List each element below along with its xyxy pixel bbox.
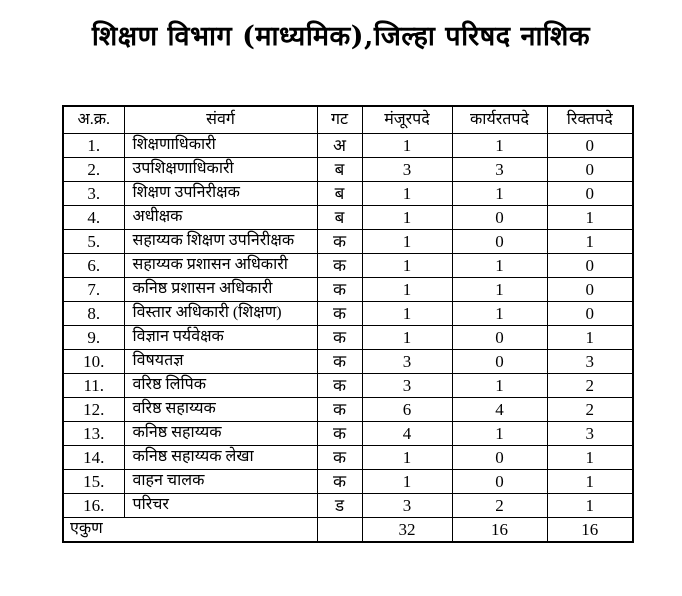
working-cell: 1 (452, 182, 547, 206)
sr-cell: 5. (63, 230, 124, 254)
group-cell: क (317, 398, 362, 422)
vacant-cell: 1 (547, 446, 633, 470)
vacant-cell: 0 (547, 254, 633, 278)
sanctioned-cell: 1 (362, 230, 452, 254)
sr-cell: 7. (63, 278, 124, 302)
cadre-cell: विज्ञान पर्यवेक्षक (124, 326, 317, 350)
vacant-cell: 2 (547, 398, 633, 422)
vacant-cell: 1 (547, 326, 633, 350)
sanctioned-cell: 1 (362, 278, 452, 302)
working-cell: 0 (452, 350, 547, 374)
sr-cell: 9. (63, 326, 124, 350)
working-cell: 1 (452, 302, 547, 326)
table-row (63, 494, 633, 518)
sanctioned-cell: 1 (362, 446, 452, 470)
cadre-cell: वरिष्ठ लिपिक (124, 374, 317, 398)
vacant-cell: 1 (547, 470, 633, 494)
sr-cell: 1. (63, 134, 124, 158)
total-row (63, 518, 633, 543)
table-row (63, 374, 633, 398)
total-sanctioned-cell: 32 (362, 518, 452, 543)
vacant-cell: 3 (547, 350, 633, 374)
sanctioned-cell: 4 (362, 422, 452, 446)
column-header-working: कार्यरतपदे (452, 106, 547, 134)
table-row (63, 254, 633, 278)
group-cell: क (317, 446, 362, 470)
table-row (63, 278, 633, 302)
working-cell: 0 (452, 206, 547, 230)
group-cell: क (317, 254, 362, 278)
vacant-cell: 0 (547, 158, 633, 182)
cadre-cell: वाहन चालक (124, 470, 317, 494)
page-title: शिक्षण विभाग (माध्यमिक),जिल्हा परिषद नाशिक (91, 21, 591, 52)
group-cell: क (317, 230, 362, 254)
group-cell: क (317, 278, 362, 302)
table-row (63, 422, 633, 446)
header-row (63, 106, 633, 134)
column-header-vacant: रिक्तपदे (547, 106, 633, 134)
total-group-cell (317, 518, 362, 543)
group-cell: क (317, 326, 362, 350)
table-row (63, 134, 633, 158)
table-row (63, 326, 633, 350)
sanctioned-cell: 6 (362, 398, 452, 422)
vacant-cell: 1 (547, 230, 633, 254)
page (0, 16, 682, 543)
working-cell: 1 (452, 422, 547, 446)
column-header-sr: अ.क्र. (63, 106, 124, 134)
cadre-cell: कनिष्ठ सहाय्यक (124, 422, 317, 446)
working-cell: 1 (452, 134, 547, 158)
table-row (63, 398, 633, 422)
vacant-cell: 1 (547, 206, 633, 230)
table-row (63, 446, 633, 470)
working-cell: 0 (452, 326, 547, 350)
table-row (63, 230, 633, 254)
total-label-cell: एकुण (63, 518, 317, 543)
sr-cell: 14. (63, 446, 124, 470)
group-cell: ड (317, 494, 362, 518)
sanctioned-cell: 1 (362, 254, 452, 278)
group-cell: क (317, 374, 362, 398)
sr-cell: 4. (63, 206, 124, 230)
table-body (63, 134, 633, 543)
vacant-cell: 0 (547, 302, 633, 326)
group-cell: ब (317, 158, 362, 182)
vacant-cell: 0 (547, 278, 633, 302)
table-row (63, 158, 633, 182)
cadre-cell: वरिष्ठ सहाय्यक (124, 398, 317, 422)
vacant-cell: 0 (547, 134, 633, 158)
sanctioned-cell: 1 (362, 134, 452, 158)
working-cell: 1 (452, 254, 547, 278)
group-cell: अ (317, 134, 362, 158)
group-cell: क (317, 422, 362, 446)
cadre-cell: सहाय्यक प्रशासन अधिकारी (124, 254, 317, 278)
cadre-cell: विस्तार अधिकारी (शिक्षण) (124, 302, 317, 326)
working-cell: 0 (452, 470, 547, 494)
working-cell: 0 (452, 230, 547, 254)
working-cell: 1 (452, 278, 547, 302)
vacant-cell: 1 (547, 494, 633, 518)
column-header-sanctioned: मंजूरपदे (362, 106, 452, 134)
table-row (63, 206, 633, 230)
column-header-cadre: संवर्ग (124, 106, 317, 134)
group-cell: ब (317, 182, 362, 206)
sanctioned-cell: 3 (362, 158, 452, 182)
working-cell: 4 (452, 398, 547, 422)
sanctioned-cell: 1 (362, 470, 452, 494)
working-cell: 3 (452, 158, 547, 182)
group-cell: क (317, 350, 362, 374)
group-cell: क (317, 302, 362, 326)
sr-cell: 13. (63, 422, 124, 446)
sr-cell: 15. (63, 470, 124, 494)
sanctioned-cell: 3 (362, 374, 452, 398)
cadre-cell: सहाय्यक शिक्षण उपनिरीक्षक (124, 230, 317, 254)
cadre-cell: शिक्षणाधिकारी (124, 134, 317, 158)
working-cell: 1 (452, 374, 547, 398)
sr-cell: 3. (63, 182, 124, 206)
cadre-cell: कनिष्ठ सहाय्यक लेखा (124, 446, 317, 470)
posts-table (62, 105, 634, 543)
sr-cell: 6. (63, 254, 124, 278)
cadre-cell: विषयतज्ञ (124, 350, 317, 374)
sr-cell: 11. (63, 374, 124, 398)
sr-cell: 16. (63, 494, 124, 518)
sr-cell: 10. (63, 350, 124, 374)
column-header-group: गट (317, 106, 362, 134)
vacant-cell: 3 (547, 422, 633, 446)
group-cell: क (317, 470, 362, 494)
sanctioned-cell: 1 (362, 326, 452, 350)
sanctioned-cell: 3 (362, 350, 452, 374)
sr-cell: 12. (63, 398, 124, 422)
cadre-cell: परिचर (124, 494, 317, 518)
vacant-cell: 0 (547, 182, 633, 206)
table-row (63, 470, 633, 494)
working-cell: 2 (452, 494, 547, 518)
group-cell: ब (317, 206, 362, 230)
table-row (63, 182, 633, 206)
working-cell: 0 (452, 446, 547, 470)
total-vacant-cell: 16 (547, 518, 633, 543)
total-working-cell: 16 (452, 518, 547, 543)
cadre-cell: कनिष्ठ प्रशासन अधिकारी (124, 278, 317, 302)
cadre-cell: उपशिक्षणाधिकारी (124, 158, 317, 182)
table-row (63, 302, 633, 326)
vacant-cell: 2 (547, 374, 633, 398)
table-row (63, 350, 633, 374)
sanctioned-cell: 1 (362, 206, 452, 230)
sanctioned-cell: 3 (362, 494, 452, 518)
cadre-cell: शिक्षण उपनिरीक्षक (124, 182, 317, 206)
cadre-cell: अधीक्षक (124, 206, 317, 230)
sr-cell: 8. (63, 302, 124, 326)
sanctioned-cell: 1 (362, 302, 452, 326)
sr-cell: 2. (63, 158, 124, 182)
sanctioned-cell: 1 (362, 182, 452, 206)
